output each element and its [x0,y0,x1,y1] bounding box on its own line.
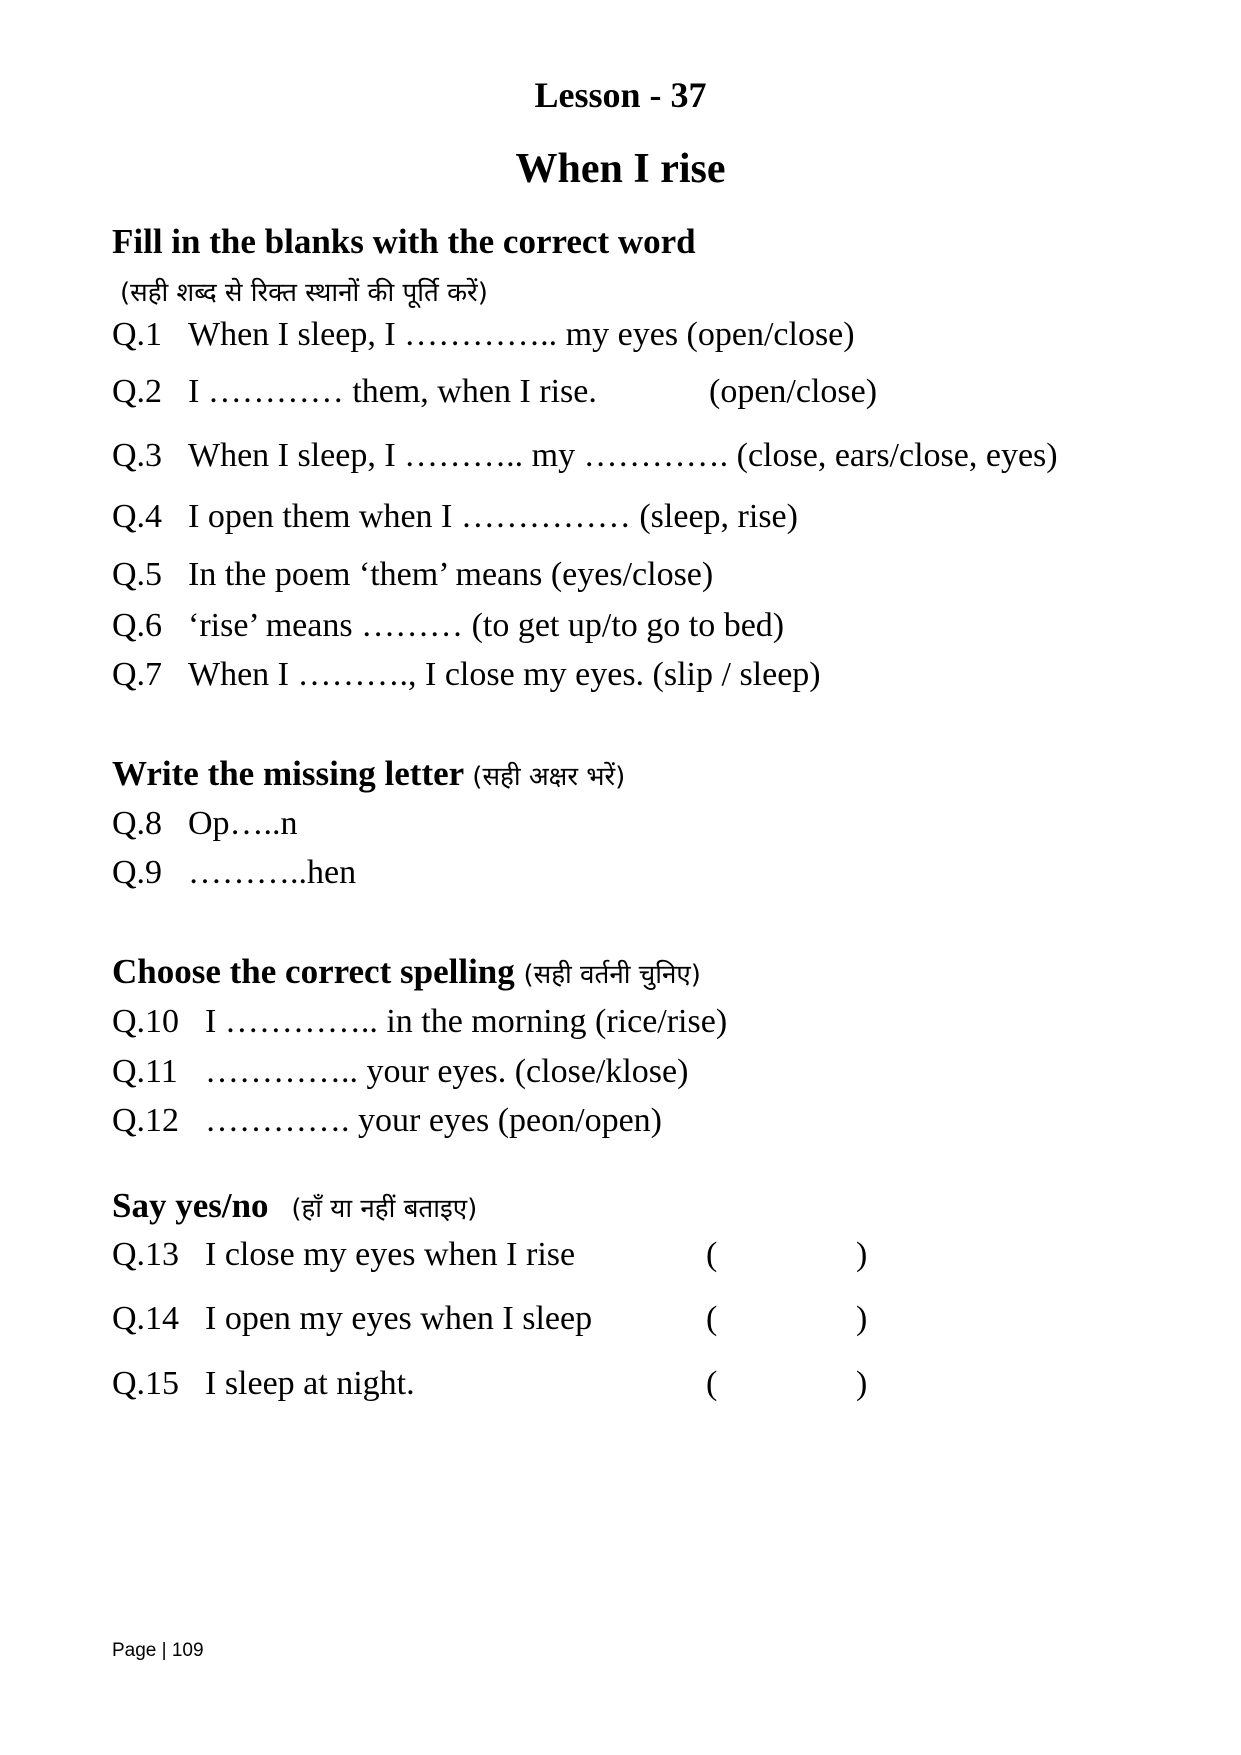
answer-close-paren: ) [856,1300,868,1337]
question-number: Q.1 [112,316,163,353]
question-number: Q.4 [112,498,163,535]
question-number: Q.7 [112,656,163,693]
question-text: I open them when I …………… (sleep, rise) [188,498,798,535]
question-number: Q.12 [112,1102,180,1139]
question-number: Q.5 [112,556,163,593]
page-number-footer: Page | 109 [112,1640,204,1661]
question-number: Q.11 [112,1053,178,1090]
heading-text: Choose the correct spelling [112,952,515,991]
question-text: I close my eyes when I rise [205,1236,576,1273]
answer-close-paren: ) [856,1236,868,1273]
question-text: ‘rise’ means ……… (to get up/to go to bed) [188,607,785,644]
answer-open-paren: ( [706,1236,718,1273]
answer-open-paren: ( [706,1365,718,1402]
question-text: When I sleep, I ………….. my eyes (open/close) [188,316,855,353]
question-12 [112,1102,662,1140]
question-number: Q.10 [112,1003,180,1040]
question-text: ………..hen [188,854,357,891]
question-text: Op…..n [188,805,298,842]
page-title: When I rise [515,146,726,192]
question-10 [112,1003,727,1041]
question-number: Q.15 [112,1365,180,1402]
section-hint-hindi: (हाँ या नहीं बताइए) [291,1194,478,1224]
section-hint-hindi: (सही वर्तनी चुनिए) [523,960,701,990]
question-4 [112,498,798,536]
question-number: Q.13 [112,1236,180,1273]
heading-text: Say yes/no [112,1186,269,1225]
question-text: In the poem ‘them’ means (eyes/close) [188,556,714,593]
question-15 [112,1365,415,1403]
question-1 [112,316,855,354]
section-hint-hindi: (सही अक्षर भरें) [472,762,626,792]
answer-open-paren: ( [706,1300,718,1337]
heading-text: Fill in the blanks with the correct word [112,222,696,261]
question-2-hint: (open/close) [709,373,878,410]
question-number: Q.6 [112,607,163,644]
question-2 [112,373,597,411]
question-text: When I ………., I close my eyes. (slip / sleep) [188,656,821,693]
section-heading-spelling [112,952,701,992]
question-text: ………….. your eyes. (close/klose) [205,1053,689,1090]
answer-close-paren: ) [856,1365,868,1402]
question-3 [112,437,1058,475]
section-heading-missing-letter [112,754,625,794]
question-9 [112,854,356,892]
lesson-label: Lesson - 37 [534,75,707,115]
question-number: Q.8 [112,805,163,842]
question-number: Q.14 [112,1300,180,1337]
question-text: I ………… them, when I rise. [188,373,597,410]
question-13 [112,1236,575,1274]
question-14 [112,1300,592,1338]
question-8 [112,805,298,843]
question-number: Q.9 [112,854,163,891]
section-heading-yes-no [112,1186,477,1226]
question-7 [112,656,821,694]
question-text: …………. your eyes (peon/open) [205,1102,663,1139]
question-number: Q.2 [112,373,163,410]
heading-text: Write the missing letter [112,754,464,793]
question-number: Q.3 [112,437,163,474]
question-text: I sleep at night. [205,1365,415,1402]
section-hint-hindi: (सही शब्द से रिक्त स्थानों की पूर्ति करें) [120,278,488,308]
question-text: I open my eyes when I sleep [205,1300,593,1337]
question-text: I ………….. in the morning (rice/rise) [205,1003,728,1040]
section-heading-fill-blanks [112,222,696,262]
question-6 [112,607,784,645]
question-text: When I sleep, I ……….. my …………. (close, ears/close, eyes) [188,437,1058,474]
question-11 [112,1053,688,1091]
question-5 [112,556,713,594]
